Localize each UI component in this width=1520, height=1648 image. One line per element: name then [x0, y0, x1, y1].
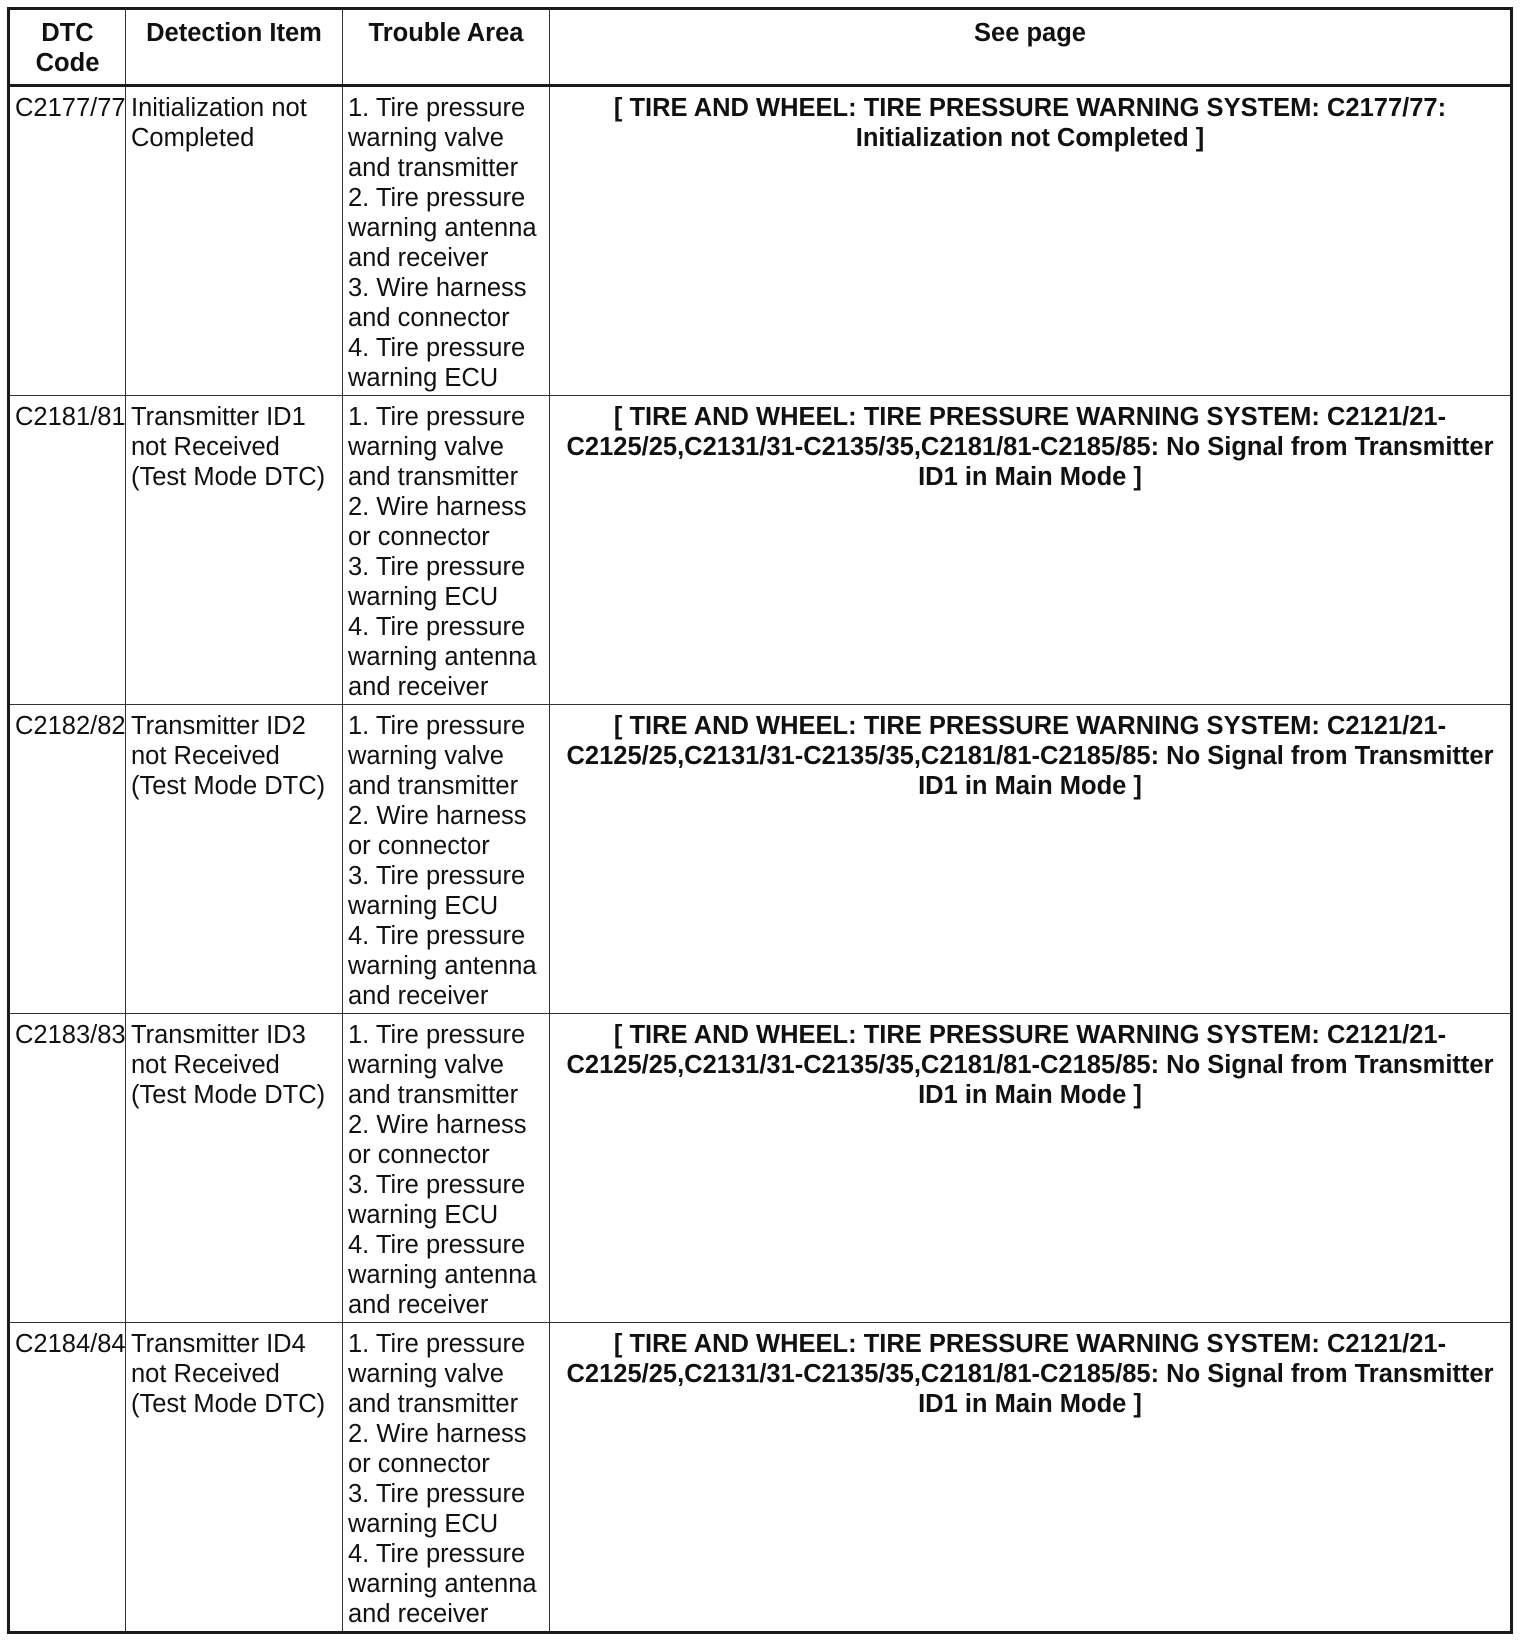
header-row [9, 9, 1512, 86]
see-page-link[interactable]: [ TIRE AND WHEEL: TIRE PRESSURE WARNING SYSTEM: C2121/21-C2125/25,C2131/31-C2135/35,C2181/81-C2185/85: No Signal from Transmitter ID1 in Main Mode ] [550, 396, 1512, 705]
trouble-area-cell [343, 86, 550, 396]
table-row [9, 1323, 1512, 1633]
trouble-area-item: 4. Tire pressure warning antenna and receiver [348, 1231, 537, 1319]
dtc-table [7, 7, 1513, 1634]
trouble-area-item: 1. Tire pressure warning valve and transmitter [348, 1021, 526, 1109]
see-page-link[interactable]: [ TIRE AND WHEEL: TIRE PRESSURE WARNING SYSTEM: C2121/21-C2125/25,C2131/31-C2135/35,C2181/81-C2185/85: No Signal from Transmitter ID1 in Main Mode ] [550, 1323, 1512, 1633]
trouble-area-item: 4. Tire pressure warning antenna and receiver [348, 922, 537, 1010]
trouble-area-item: 4. Tire pressure warning antenna and receiver [348, 613, 537, 701]
detection-item-cell: Transmitter ID4 not Received (Test Mode DTC) [126, 1323, 343, 1633]
trouble-area-item: 2. Wire harness or connector [348, 802, 527, 860]
header-trouble-area: Trouble Area [343, 9, 550, 86]
dtc-code-cell: C2181/81 [9, 396, 126, 705]
trouble-area-cell [343, 705, 550, 1014]
dtc-code-cell: C2184/84 [9, 1323, 126, 1633]
trouble-area-item: 1. Tire pressure warning valve and transmitter [348, 1330, 526, 1418]
trouble-area-cell [343, 396, 550, 705]
table-row [9, 396, 1512, 705]
trouble-area-item: 4. Tire pressure warning ECU [348, 334, 526, 392]
dtc-code-cell: C2182/82 [9, 705, 126, 1014]
trouble-area-item: 3. Tire pressure warning ECU [348, 553, 526, 611]
header-dtc-code: DTC Code [9, 9, 126, 86]
dtc-code-cell: C2177/77 [9, 86, 126, 396]
table-header [9, 9, 1512, 86]
trouble-area-item: 4. Tire pressure warning antenna and receiver [348, 1540, 537, 1628]
dtc-code-cell: C2183/83 [9, 1014, 126, 1323]
trouble-area-item: 2. Wire harness or connector [348, 493, 527, 551]
see-page-link[interactable]: [ TIRE AND WHEEL: TIRE PRESSURE WARNING SYSTEM: C2121/21-C2125/25,C2131/31-C2135/35,C2181/81-C2185/85: No Signal from Transmitter ID1 in Main Mode ] [550, 705, 1512, 1014]
table-row [9, 705, 1512, 1014]
trouble-area-cell [343, 1323, 550, 1633]
trouble-area-item: 2. Wire harness or connector [348, 1111, 527, 1169]
table-row [9, 1014, 1512, 1323]
table-body [9, 86, 1512, 1633]
detection-item-cell: Transmitter ID2 not Received (Test Mode DTC) [126, 705, 343, 1014]
trouble-area-item: 3. Tire pressure warning ECU [348, 862, 526, 920]
trouble-area-item: 1. Tire pressure warning valve and transmitter [348, 712, 526, 800]
trouble-area-item: 1. Tire pressure warning valve and transmitter [348, 94, 526, 182]
trouble-area-item: 3. Tire pressure warning ECU [348, 1480, 526, 1538]
trouble-area-item: 3. Wire harness and connector [348, 274, 527, 332]
header-see-page: See page [550, 9, 1512, 86]
trouble-area-item: 3. Tire pressure warning ECU [348, 1171, 526, 1229]
see-page-link[interactable]: [ TIRE AND WHEEL: TIRE PRESSURE WARNING SYSTEM: C2121/21-C2125/25,C2131/31-C2135/35,C2181/81-C2185/85: No Signal from Transmitter ID1 in Main Mode ] [550, 1014, 1512, 1323]
detection-item-cell: Initialization not Completed [126, 86, 343, 396]
detection-item-cell: Transmitter ID1 not Received (Test Mode DTC) [126, 396, 343, 705]
table-row [9, 86, 1512, 396]
trouble-area-item: 2. Tire pressure warning antenna and receiver [348, 184, 537, 272]
header-detection-item: Detection Item [126, 9, 343, 86]
trouble-area-cell [343, 1014, 550, 1323]
trouble-area-item: 1. Tire pressure warning valve and transmitter [348, 403, 526, 491]
detection-item-cell: Transmitter ID3 not Received (Test Mode DTC) [126, 1014, 343, 1323]
see-page-link[interactable]: [ TIRE AND WHEEL: TIRE PRESSURE WARNING SYSTEM: C2177/77: Initialization not Completed ] [550, 86, 1512, 396]
trouble-area-item: 2. Wire harness or connector [348, 1420, 527, 1478]
